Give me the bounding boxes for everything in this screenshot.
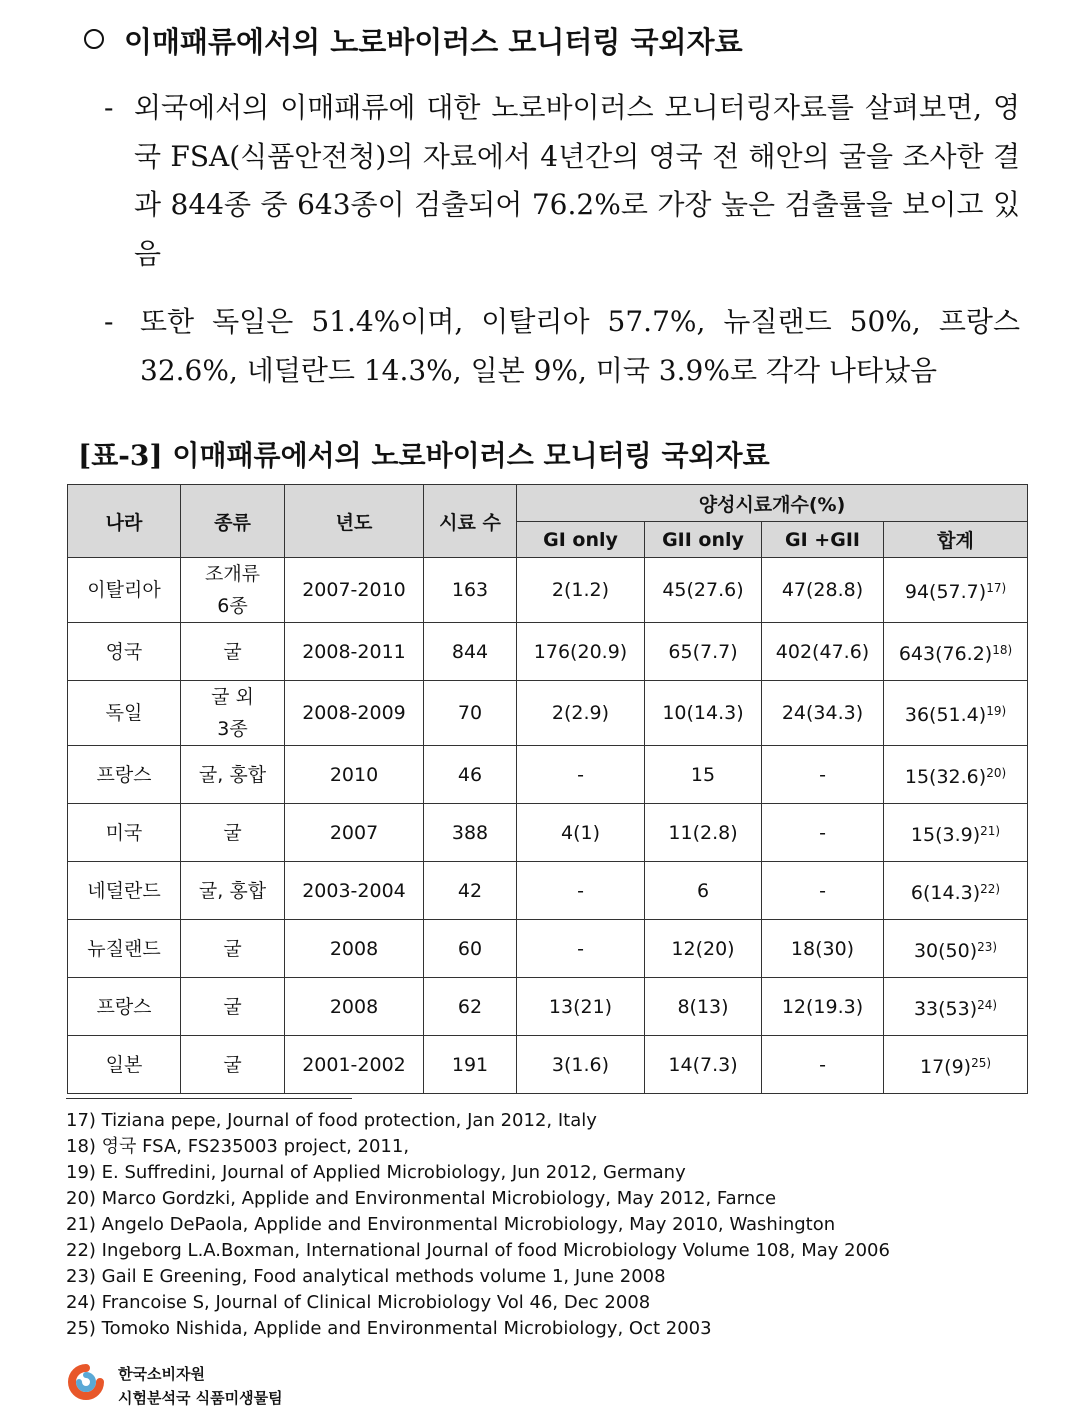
- table-row: [68, 920, 1028, 978]
- cell-year: 2008: [285, 978, 424, 1036]
- table-row: [68, 1036, 1028, 1094]
- footnote-ref: 19): [986, 704, 1007, 718]
- cell-gi-gii: -: [762, 862, 884, 920]
- header-year: 년도: [285, 485, 424, 558]
- header-gi-only: GI only: [517, 522, 645, 558]
- cell-gi-only: 3(1.6): [517, 1036, 645, 1094]
- cell-year: 2008-2011: [285, 623, 424, 681]
- footnote-item: 20) Marco Gordzki, Applide and Environmental Microbiology, May 2012, Farnce: [66, 1188, 777, 1209]
- cell-gii-only: 14(7.3): [645, 1036, 762, 1094]
- header-positive-samples: 양성시료개수(%): [517, 485, 1028, 522]
- footnote-list: [66, 1108, 890, 1342]
- cell-gi-only: 4(1): [517, 804, 645, 862]
- table-row: [68, 623, 1028, 681]
- cell-country: 독일: [68, 681, 181, 746]
- cell-samples: 844: [424, 623, 517, 681]
- section-title: [84, 20, 743, 61]
- cell-country: 이탈리아: [68, 558, 181, 623]
- cell-year: 2007: [285, 804, 424, 862]
- cell-year: 2007-2010: [285, 558, 424, 623]
- cell-total: [884, 978, 1028, 1036]
- cell-country: 뉴질랜드: [68, 920, 181, 978]
- footnote-item: 19) E. Suffredini, Journal of Applied Microbiology, Jun 2012, Germany: [66, 1162, 686, 1183]
- cell-samples: 388: [424, 804, 517, 862]
- cell-total-value: 15(3.9): [910, 823, 981, 846]
- cell-gii-only: 8(13): [645, 978, 762, 1036]
- footnote-item: 18) 영국 FSA, FS235003 project, 2011,: [66, 1136, 410, 1157]
- footnote-divider: [66, 1098, 352, 1099]
- cell-total-value: 33(53): [913, 997, 978, 1020]
- cell-gi-only: -: [517, 746, 645, 804]
- footnote-ref: 24): [977, 997, 998, 1012]
- cell-total: [884, 862, 1028, 920]
- cell-samples: 191: [424, 1036, 517, 1094]
- cell-gii-only: 15: [645, 746, 762, 804]
- cell-gi-only: 2(1.2): [517, 558, 645, 623]
- cell-gii-only: 45(27.6): [645, 558, 762, 623]
- organization-line-2: 시험분석국 식품미생물팀: [118, 1389, 283, 1407]
- cell-samples: 42: [424, 862, 517, 920]
- footnote-ref: 21): [980, 823, 1001, 838]
- cell-gi-gii: 47(28.8): [762, 558, 884, 623]
- cell-year: 2003-2004: [285, 862, 424, 920]
- cell-total-value: 30(50): [913, 939, 978, 962]
- table-row: [68, 978, 1028, 1036]
- paragraph-1: [104, 84, 1020, 278]
- cell-total-value: 94(57.7): [904, 581, 987, 603]
- cell-total-value: 643(76.2): [898, 642, 993, 665]
- cell-gi-gii: 402(47.6): [762, 623, 884, 681]
- cell-gii-only: 12(20): [645, 920, 762, 978]
- table-row: [68, 746, 1028, 804]
- cell-type-line-1: 조개류: [204, 563, 261, 585]
- paragraph-text: 또한 독일은 51.4%이며, 이탈리아 57.7%, 뉴질랜드 50%, 프랑스 32.6%, 네덜란드 14.3%, 일본 9%, 미국 3.9%로 각각 나타났음: [140, 305, 1020, 387]
- header-country: 나라: [68, 485, 181, 558]
- table-row: [68, 862, 1028, 920]
- cell-type-line-2: 6종: [217, 595, 248, 617]
- cell-gii-only: 10(14.3): [645, 681, 762, 746]
- paragraph-dash: -: [104, 91, 114, 124]
- organization-line-1: 한국소비자원: [118, 1365, 205, 1383]
- cell-samples: 62: [424, 978, 517, 1036]
- cell-gi-only: -: [517, 862, 645, 920]
- footnote-item: 17) Tiziana pepe, Journal of food protection, Jan 2012, Italy: [66, 1110, 597, 1131]
- cell-gi-only: 13(21): [517, 978, 645, 1036]
- header-type: 종류: [181, 485, 285, 558]
- cell-total-value: 17(9): [919, 1055, 972, 1078]
- footnote-item: 25) Tomoko Nishida, Applide and Environmental Microbiology, Oct 2003: [66, 1318, 712, 1339]
- cell-gii-only: 6: [645, 862, 762, 920]
- cell-gi-gii: 24(34.3): [762, 681, 884, 746]
- table-row: [68, 681, 1028, 746]
- table-title: [표-3] 이매패류에서의 노로바이러스 모니터링 국외자료: [78, 439, 770, 472]
- monitoring-table: [67, 484, 1028, 1094]
- footnote-item: 21) Angelo DePaola, Applide and Environmental Microbiology, May 2010, Washington: [66, 1214, 836, 1235]
- footnote-ref: 20): [986, 765, 1007, 780]
- cell-year: 2008: [285, 920, 424, 978]
- cell-gi-gii: -: [762, 804, 884, 862]
- cell-type-line-1: 굴 외: [211, 686, 254, 708]
- cell-type-line-2: 3종: [217, 718, 248, 740]
- cell-gii-only: 11(2.8): [645, 804, 762, 862]
- cell-type: [181, 681, 285, 746]
- cell-total: [884, 920, 1028, 978]
- cell-gi-only: -: [517, 920, 645, 978]
- section-title-text: 이매패류에서의 노로바이러스 모니터링 국외자료: [124, 25, 743, 59]
- header-gi-gii: GI +GII: [762, 522, 884, 558]
- cell-country: 미국: [68, 804, 181, 862]
- header-total: 합계: [884, 522, 1028, 558]
- cell-samples: 163: [424, 558, 517, 623]
- paragraph-dash: -: [104, 305, 114, 338]
- cell-type: 굴: [181, 1036, 285, 1094]
- footnote-item: 24) Francoise S, Journal of Clinical Microbiology Vol 46, Dec 2008: [66, 1292, 651, 1313]
- cell-gi-only: 2(2.9): [517, 681, 645, 746]
- header-gii-only: GII only: [645, 522, 762, 558]
- table-row: [68, 558, 1028, 623]
- footnote-ref: 25): [971, 1055, 992, 1070]
- cell-samples: 60: [424, 920, 517, 978]
- consumer-agency-logo-icon: [64, 1360, 108, 1404]
- cell-total-value: 15(32.6): [904, 765, 987, 788]
- cell-total: [884, 804, 1028, 862]
- cell-total-value: 36(51.4): [904, 704, 987, 726]
- cell-type: 굴, 홍합: [181, 746, 285, 804]
- cell-type: [181, 558, 285, 623]
- cell-country: 프랑스: [68, 746, 181, 804]
- cell-type: 굴: [181, 623, 285, 681]
- footnote-ref: 17): [986, 581, 1007, 595]
- cell-type: 굴, 홍합: [181, 862, 285, 920]
- cell-type: 굴: [181, 804, 285, 862]
- cell-total: [884, 746, 1028, 804]
- cell-country: 네덜란드: [68, 862, 181, 920]
- cell-samples: 46: [424, 746, 517, 804]
- cell-gi-gii: -: [762, 746, 884, 804]
- paragraph-text: 외국에서의 이매패류에 대한 노로바이러스 모니터링자료를 살펴보면, 영국 FSA(식품안전청)의 자료에서 4년간의 영국 전 해안의 굴을 조사한 결과 844종 중 643종이 검출되어 76.2%로 가장 높은 검출률을 보이고 있음: [134, 91, 1020, 270]
- cell-type: 굴: [181, 920, 285, 978]
- cell-gii-only: 65(7.7): [645, 623, 762, 681]
- cell-total: [884, 1036, 1028, 1094]
- footnote-item: 23) Gail E Greening, Food analytical methods volume 1, June 2008: [66, 1266, 666, 1287]
- cell-total: [884, 623, 1028, 681]
- cell-year: 2008-2009: [285, 681, 424, 746]
- footnote-ref: 23): [977, 939, 998, 954]
- cell-gi-gii: 12(19.3): [762, 978, 884, 1036]
- cell-total: [884, 681, 1028, 746]
- cell-year: 2010: [285, 746, 424, 804]
- cell-gi-only: 176(20.9): [517, 623, 645, 681]
- circle-bullet-icon: [84, 29, 104, 49]
- organization-name: [118, 1362, 283, 1410]
- cell-gi-gii: -: [762, 1036, 884, 1094]
- cell-total-value: 6(14.3): [910, 881, 981, 904]
- footnote-item: 22) Ingeborg L.A.Boxman, International Journal of food Microbiology Volume 108, May 2006: [66, 1240, 890, 1261]
- table-row: [68, 804, 1028, 862]
- cell-type: 굴: [181, 978, 285, 1036]
- cell-samples: 70: [424, 681, 517, 746]
- cell-country: 프랑스: [68, 978, 181, 1036]
- footnote-ref: 22): [980, 881, 1001, 896]
- footnote-ref: 18): [992, 642, 1013, 657]
- cell-total: [884, 558, 1028, 623]
- cell-country: 일본: [68, 1036, 181, 1094]
- cell-gi-gii: 18(30): [762, 920, 884, 978]
- cell-country: 영국: [68, 623, 181, 681]
- paragraph-2: [104, 298, 1020, 395]
- header-samples: 시료 수: [424, 485, 517, 558]
- cell-year: 2001-2002: [285, 1036, 424, 1094]
